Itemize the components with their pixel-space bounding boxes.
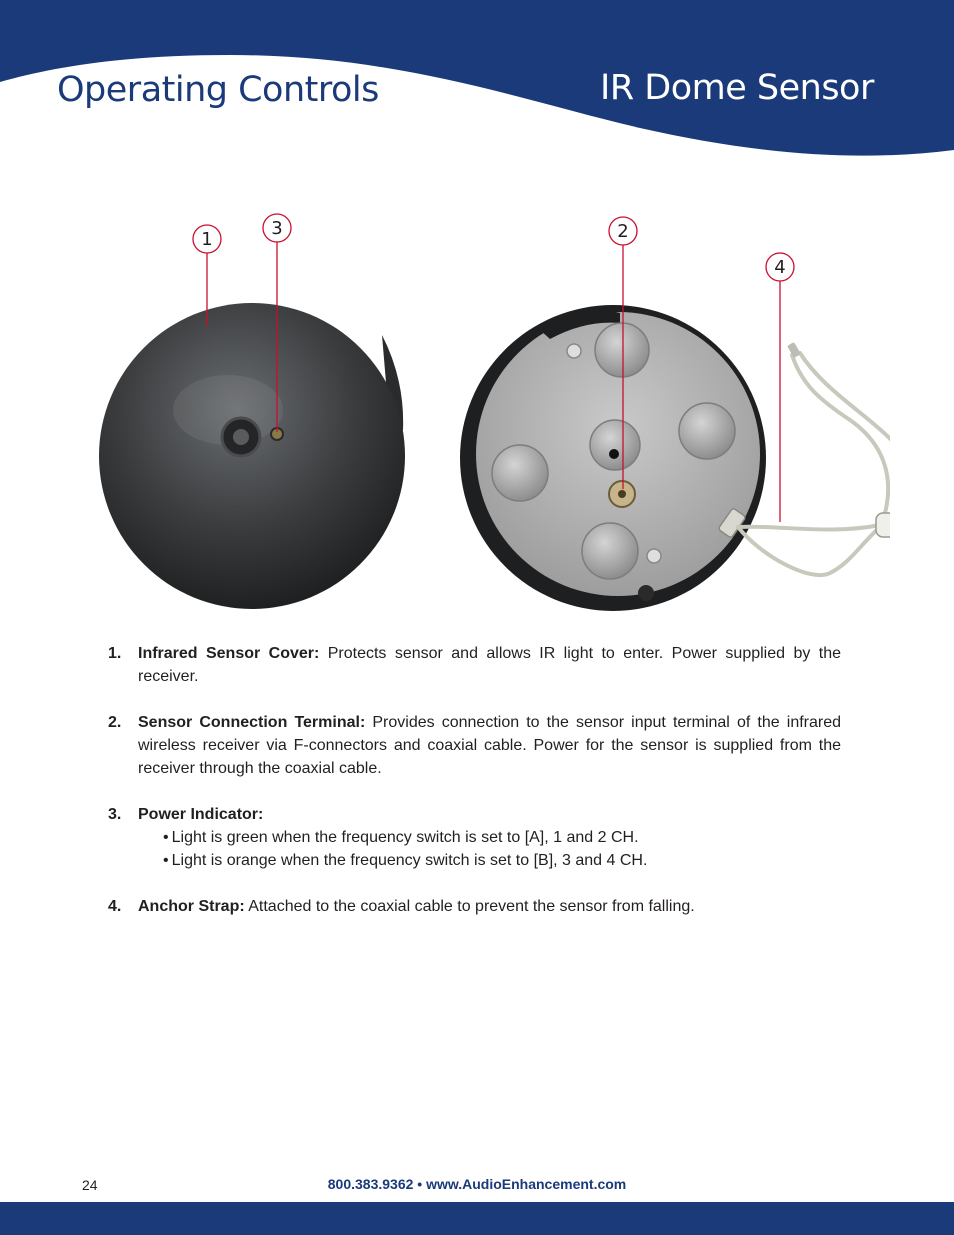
list-item [108,895,841,918]
svg-text:4: 4 [774,257,786,278]
power-indicator-bullets [138,826,841,872]
svg-text:1: 1 [201,229,213,250]
callout-1 [193,225,221,253]
callout-2 [609,217,637,245]
item-term: Power Indicator: [138,806,264,823]
product-title: IR Dome Sensor [600,68,874,108]
page-number: 24 [82,1177,98,1193]
callout-4 [766,253,794,281]
item-number: 4. [108,898,122,915]
list-item [108,711,841,780]
item-number: 3. [108,806,122,823]
item-text: Provides connection to the sensor input terminal of the infrared wireless receiver via F-connectors and coaxial cable. Power for the sensor is supplied from the receiver through the coaxial cable. [138,714,842,777]
list-item [108,803,841,872]
footer-contact: 800.383.9362 • www.AudioEnhancement.com [327,1176,627,1192]
control-descriptions-list [108,642,841,941]
bullet-item: • Light is orange when the frequency switch is set to [B], 3 and 4 CH. [163,849,841,872]
sensor-base-plate [460,305,766,611]
bullet-item: • Light is green when the frequency switch is set to [A], 1 and 2 CH. [163,826,841,849]
item-number: 2. [108,714,122,731]
item-term: Anchor Strap: [138,898,245,915]
item-text: Attached to the coaxial cable to prevent the sensor from falling. [244,898,695,915]
strap-toggle [787,342,890,537]
footer-bar [0,1202,954,1235]
svg-text:3: 3 [271,218,283,239]
section-title: Operating Controls [57,70,379,110]
callout-3 [263,214,291,242]
list-item [108,642,841,688]
infrared-sensor-cover [99,303,405,609]
item-term: Infrared Sensor Cover: [138,645,320,662]
item-text: Protects sensor and allows IR light to enter. Power supplied by the receiver. [138,645,841,685]
item-number: 1. [108,645,122,662]
dome-sensor-figure [90,205,890,625]
svg-text:2: 2 [617,221,629,242]
item-term: Sensor Connection Terminal: [138,714,366,731]
